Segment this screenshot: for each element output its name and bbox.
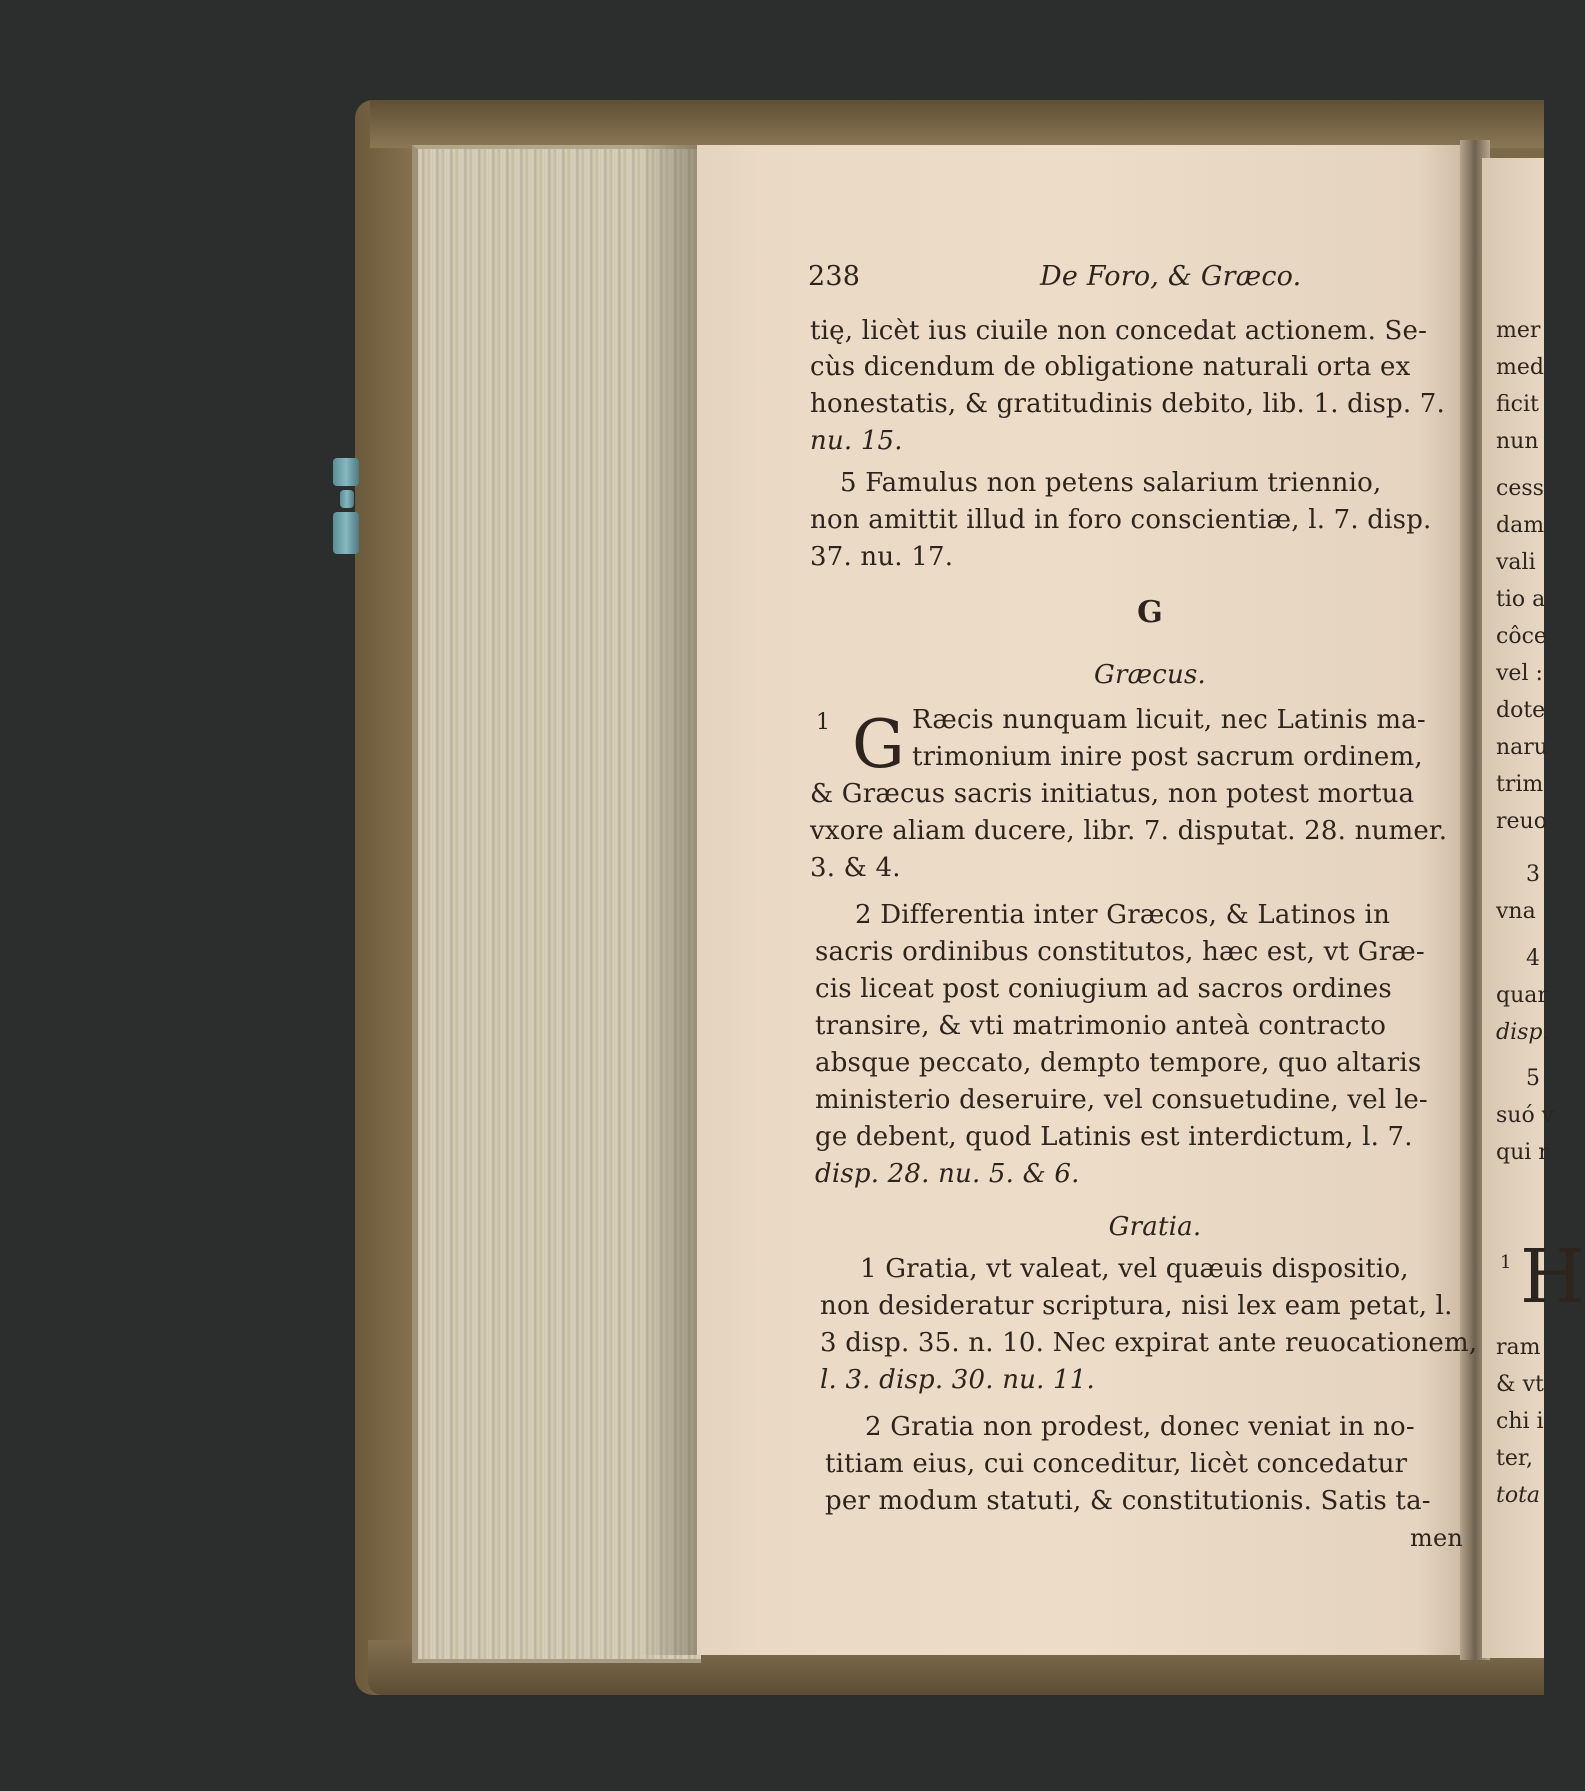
text-line: honestatis, & gratitudinis debito, lib. 1. disp. 7. [810, 389, 1445, 419]
right-fragment: 4 [1526, 946, 1540, 971]
right-fragment: trim [1496, 772, 1544, 797]
right-fragment: qui r [1496, 1140, 1549, 1165]
right-fragment: vna [1496, 899, 1536, 924]
right-fragment: 3 [1526, 862, 1540, 887]
right-fragment: disp. [1496, 1020, 1550, 1045]
page-edges-shadow [640, 145, 698, 1655]
right-fragment: med [1496, 355, 1544, 380]
section-letter: G [1137, 595, 1163, 630]
drop-cap: G [852, 706, 905, 783]
text-line: Ræcis nunquam licuit, nec Latinis ma- [912, 705, 1426, 735]
text-line: 1 Gratia, vt valeat, vel quæuis dispositio, [860, 1254, 1409, 1284]
text-line: 5 Famulus non petens salarium triennio, [840, 468, 1382, 498]
right-fragment: suó v [1496, 1103, 1555, 1128]
right-fragment: côce [1496, 624, 1547, 649]
entry-number: 1 [816, 710, 831, 735]
text-line: absque peccato, dempto tempore, quo altaris [815, 1048, 1422, 1078]
right-fragment: naru [1496, 735, 1548, 760]
text-line: 2 Gratia non prodest, donec veniat in no- [865, 1412, 1415, 1442]
right-fragment: 1 [1500, 1252, 1512, 1273]
text-line: transire, & vti matrimonio anteà contracto [815, 1011, 1387, 1041]
text-line: disp. 28. nu. 5. & 6. [815, 1159, 1080, 1189]
text-line: titiam eius, cui conceditur, licèt concedatur [825, 1449, 1408, 1479]
right-fragment: tio a [1496, 587, 1546, 612]
text-line: sacris ordinibus constitutos, hæc est, vt Græ- [815, 937, 1425, 967]
text-line: 3 disp. 35. n. 10. Nec expirat ante reuocationem, [820, 1328, 1478, 1358]
text-line: & Græcus sacris initiatus, non potest mortua [810, 779, 1415, 809]
text-line: 37. nu. 17. [810, 542, 954, 572]
right-fragment: nun [1496, 429, 1539, 454]
text-line: per modum statuti, & constitutionis. Satis ta- [825, 1486, 1431, 1516]
text-line: non amittit illud in foro conscientiæ, l. 7. disp. [810, 505, 1432, 535]
catchword: men [1410, 1524, 1464, 1552]
clasp-lower [333, 512, 359, 554]
right-fragment: dote [1496, 698, 1546, 723]
right-fragment: dam [1496, 513, 1545, 538]
text-line: tię, licèt ius ciuile non concedat actionem. Se- [810, 316, 1428, 346]
right-fragment: ficit [1496, 392, 1539, 417]
text-line: ge debent, quod Latinis est interdictum, l. 7. [815, 1122, 1413, 1152]
text-line: nu. 15. [810, 426, 903, 456]
right-fragment: tota [1496, 1483, 1541, 1508]
right-fragment: ram [1496, 1335, 1541, 1360]
entry-heading-gratia: Gratia. [1108, 1212, 1202, 1242]
text-line: trimonium inire post sacrum ordinem, [912, 742, 1423, 772]
right-fragment: vali [1496, 550, 1536, 575]
right-fragment: reuo [1496, 809, 1547, 834]
right-fragment: chi i [1496, 1409, 1544, 1434]
text-line: vxore aliam ducere, libr. 7. disputat. 28. numer. [810, 816, 1448, 846]
running-title: De Foro, & Græco. [1040, 261, 1302, 292]
text-line: l. 3. disp. 30. nu. 11. [820, 1365, 1095, 1395]
right-fragment: 5 [1526, 1066, 1540, 1091]
right-fragment: quar [1496, 983, 1548, 1008]
cover-top-edge [370, 100, 1544, 148]
clasp-link [340, 490, 354, 508]
right-fragment-initial: H [1520, 1234, 1585, 1320]
right-fragment: vel : [1496, 661, 1543, 686]
right-fragment: & vt [1496, 1372, 1544, 1397]
right-fragment: cess [1496, 476, 1544, 501]
text-line: ministerio deseruire, vel consuetudine, vel le- [815, 1085, 1428, 1115]
entry-heading-graecus: Græcus. [1094, 660, 1206, 690]
text-line: cùs dicendum de obligatione naturali orta ex [810, 352, 1411, 382]
clasp-upper [333, 458, 359, 486]
page-number: 238 [808, 261, 861, 292]
right-fragment: ter, [1496, 1446, 1533, 1471]
right-fragment: mer [1496, 318, 1541, 343]
text-line: 2 Differentia inter Græcos, & Latinos in [855, 900, 1391, 930]
text-line: 3. & 4. [810, 853, 901, 883]
text-line: non desideratur scriptura, nisi lex eam petat, l. [820, 1291, 1453, 1321]
text-line: cis liceat post coniugium ad sacros ordines [815, 974, 1392, 1004]
